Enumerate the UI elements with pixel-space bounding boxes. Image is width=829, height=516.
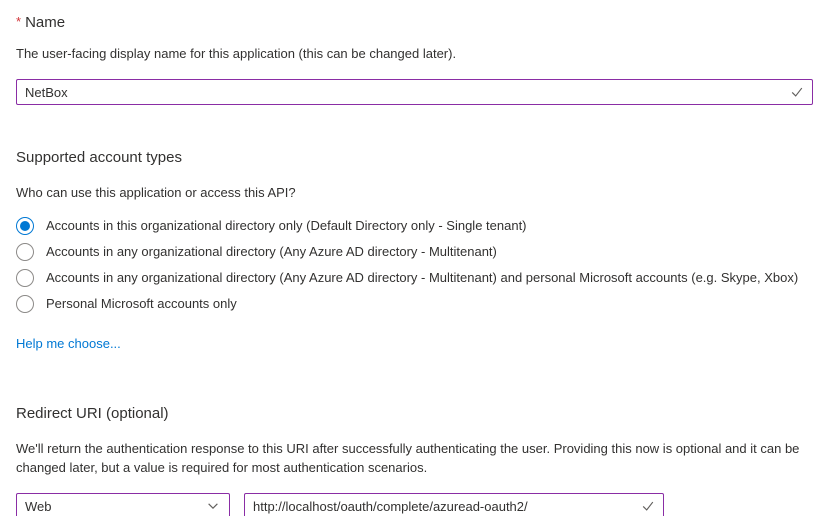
radio-option-label: Accounts in any organizational directory (Any Azure AD directory - Multitenant) and personal Microsoft accounts (e.g. Skype, Xbox) <box>46 270 799 285</box>
redirect-uri-title: Redirect URI (optional) <box>16 405 169 422</box>
chevron-down-icon <box>206 499 220 513</box>
redirect-uri-input[interactable] <box>244 493 664 516</box>
platform-select-value: Web <box>25 498 52 514</box>
name-input[interactable] <box>16 79 813 105</box>
radio-option-label: Accounts in any organizational directory (Any Azure AD directory - Multitenant) <box>46 244 497 259</box>
required-asterisk: * <box>16 14 22 29</box>
account-types-title: Supported account types <box>16 149 182 166</box>
help-me-choose-link[interactable]: Help me choose... <box>16 336 121 351</box>
radio-button-icon[interactable] <box>16 243 34 261</box>
radio-option-multitenant[interactable] <box>16 239 813 265</box>
name-description: The user-facing display name for this application (this can be changed later). <box>16 46 457 61</box>
uri-field-wrap <box>244 493 664 516</box>
account-types-question: Who can use this application or access this API? <box>16 185 296 200</box>
name-title-text: Name <box>25 14 66 31</box>
radio-option-single-tenant[interactable] <box>16 213 813 239</box>
name-section <box>16 11 813 105</box>
supported-account-types-section <box>16 147 813 353</box>
radio-option-label: Accounts in this organizational directory only (Default Directory only - Single tenant) <box>46 218 527 233</box>
radio-option-multitenant-personal[interactable] <box>16 265 813 291</box>
radio-option-label: Personal Microsoft accounts only <box>46 296 237 311</box>
account-types-radio-group <box>16 213 813 317</box>
redirect-uri-controls <box>16 493 813 516</box>
radio-button-icon[interactable] <box>16 217 34 235</box>
name-field-wrap <box>16 79 813 105</box>
redirect-uri-description: We'll return the authentication response to this URI after successfully authenticating the user. Providing this now is optional and it can be changed later, but a value is required for most authentication scenarios. <box>16 441 800 475</box>
radio-button-icon[interactable] <box>16 295 34 313</box>
platform-select[interactable] <box>16 493 230 516</box>
redirect-uri-section <box>16 403 813 516</box>
name-section-title <box>16 11 813 33</box>
radio-button-icon[interactable] <box>16 269 34 287</box>
radio-option-personal-only[interactable] <box>16 291 813 317</box>
